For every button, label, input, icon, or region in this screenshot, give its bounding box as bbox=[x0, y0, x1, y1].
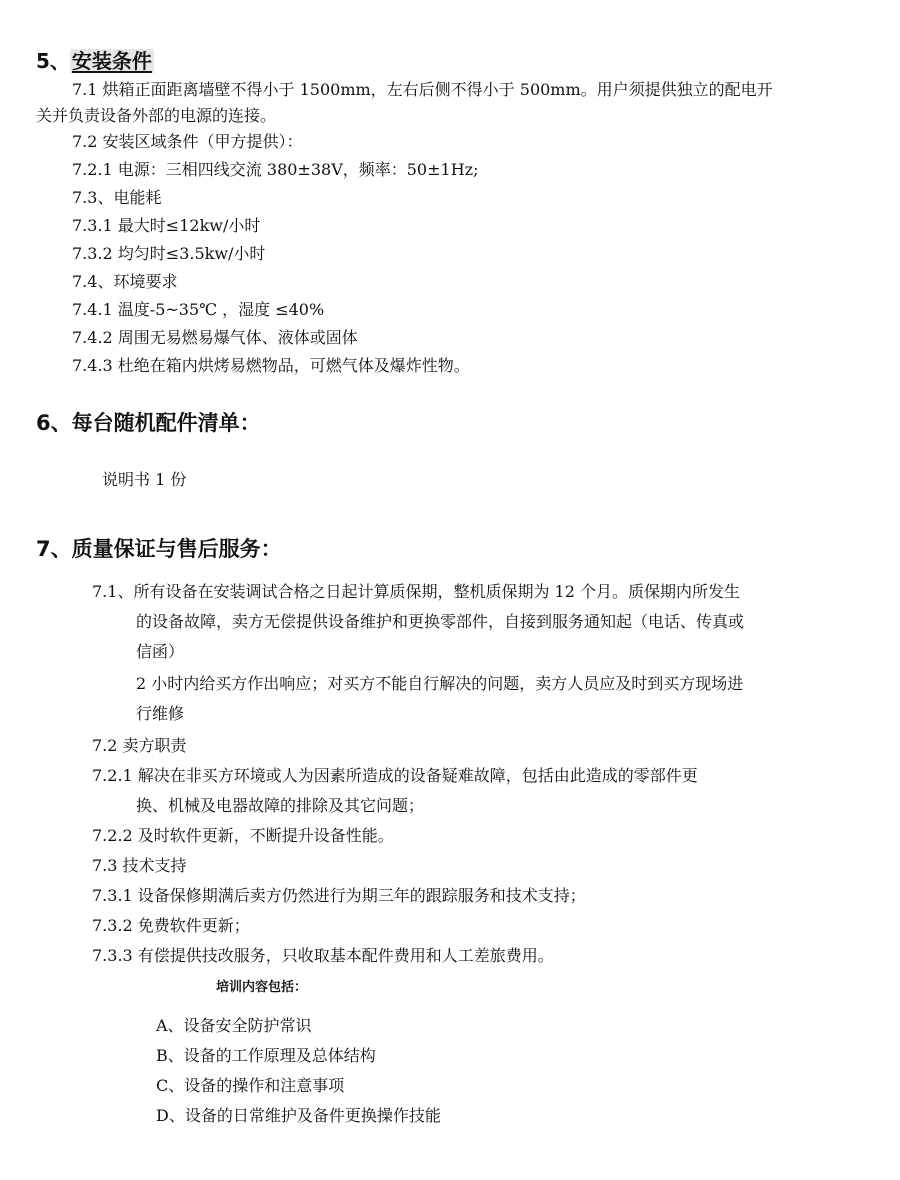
section7-line: 2 小时内给买方作出响应；对买方不能自行解决的问题，卖方人员应及时到买方现场进 bbox=[136, 674, 744, 693]
section5-line: 7.3.1 最大时≤12kw/小时 bbox=[72, 216, 261, 235]
section5-line: 7.1 烘箱正面距离墙壁不得小于 1500mm，左右后侧不得小于 500mm。用户须提供独立的配电开 bbox=[72, 80, 773, 99]
section7-line: 7.2 卖方职责 bbox=[92, 736, 187, 755]
section7-line: 7.2.1 解决在非买方环境或人为因素所造成的设备疑难故障，包括由此造成的零部件更 bbox=[92, 766, 698, 785]
section5-line: 7.2 安装区域条件（甲方提供）： bbox=[72, 132, 303, 151]
section7-line: 7.3.3 有偿提供技改服务，只收取基本配件费用和人工差旅费用。 bbox=[92, 946, 554, 965]
section5-line: 7.4.3 杜绝在箱内烘烤易燃物品，可燃气体及爆炸性物。 bbox=[72, 356, 470, 375]
section5-line: 7.3、电能耗 bbox=[72, 188, 162, 207]
training-item: A、设备安全防护常识 bbox=[156, 1016, 312, 1035]
section7-line: 7.3.1 设备保修期满后卖方仍然进行为期三年的跟踪服务和技术支持； bbox=[92, 886, 586, 905]
section7-line: 7.2.2 及时软件更新，不断提升设备性能。 bbox=[92, 826, 394, 845]
section5-line: 关并负责设备外部的电源的连接。 bbox=[36, 106, 277, 125]
section5-number: 5、 bbox=[36, 49, 70, 73]
training-item: B、设备的工作原理及总体结构 bbox=[156, 1046, 376, 1065]
training-item: C、设备的操作和注意事项 bbox=[156, 1076, 345, 1095]
section7-line: 7.3 技术支持 bbox=[92, 856, 187, 875]
section7-heading: 7、质量保证与售后服务： bbox=[36, 537, 282, 561]
section6-heading: 6、每台随机配件清单： bbox=[36, 411, 261, 435]
section5-line: 7.3.2 均匀时≤3.5kw/小时 bbox=[72, 244, 266, 263]
section5-line: 7.4、环境要求 bbox=[72, 272, 178, 291]
section7-line: 7.3.2 免费软件更新； bbox=[92, 916, 250, 935]
section5-title: 安装条件 bbox=[71, 49, 152, 73]
section5-line: 7.4.1 温度-5~35℃ ，湿度 ≤40% bbox=[72, 300, 325, 319]
section7-line: 的设备故障，卖方无偿提供设备维护和更换零部件，自接到服务通知起（电话、传真或 bbox=[136, 612, 745, 631]
accessory-item: 说明书 1 份 bbox=[102, 470, 187, 489]
section5-line: 7.4.2 周围无易燃易爆气体、液体或固体 bbox=[72, 328, 358, 347]
section7-line: 7.1、所有设备在安装调试合格之日起计算质保期，整机质保期为 12 个月。质保期内所发生 bbox=[92, 582, 740, 601]
section5-heading bbox=[36, 48, 154, 74]
section5-line: 7.2.1 电源：三相四线交流 380±38V，频率：50±1Hz; bbox=[72, 160, 479, 179]
section7-line: 行维修 bbox=[136, 704, 185, 723]
training-item: D、设备的日常维护及备件更换操作技能 bbox=[156, 1106, 441, 1125]
section7-line: 换、机械及电器故障的排除及其它问题； bbox=[136, 796, 425, 815]
section7-line: 信函） bbox=[136, 642, 185, 661]
training-title: 培训内容包括： bbox=[216, 980, 308, 995]
